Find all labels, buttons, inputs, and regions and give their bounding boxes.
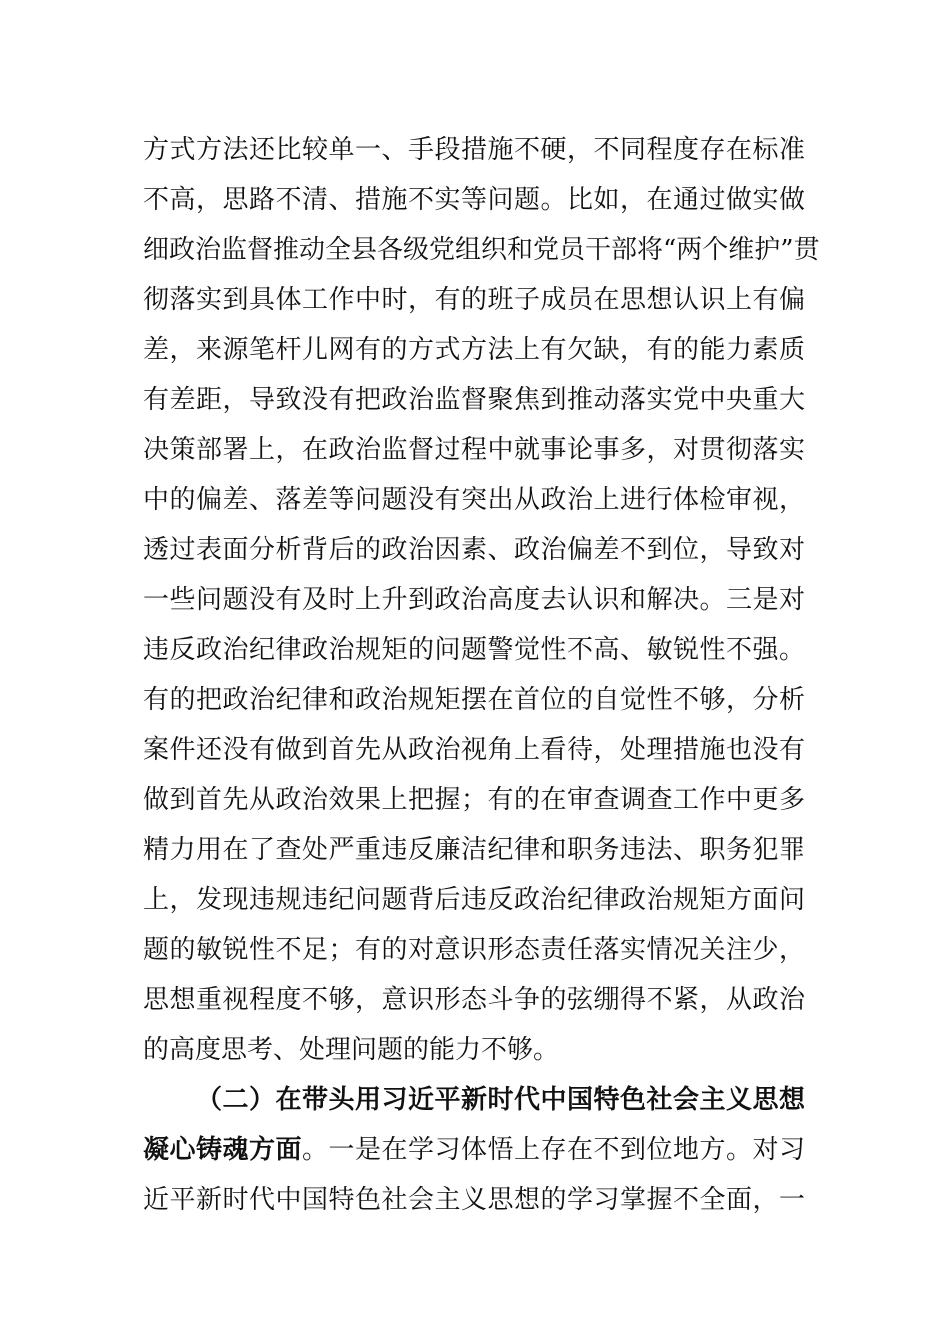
body-text-line: 差，来源笔杆儿网有的方式方法上有欠缺，有的能力素质 (143, 335, 805, 365)
body-text-line: 的高度思考、处理问题的能力不够。 (143, 1035, 560, 1065)
body-text-line: 做到首先从政治效果上把握；有的在审查调查工作中更多 (143, 785, 805, 815)
body-text-line: 中的偏差、落差等问题没有突出从政治上进行体检审视， (143, 485, 805, 515)
body-text-line: 彻落实到具体工作中时，有的班子成员在思想认识上有偏 (143, 285, 805, 315)
body-text-line: 违反政治纪律政治规矩的问题警觉性不高、敏锐性不强。 (143, 635, 805, 665)
body-text-line: 透过表面分析背后的政治因素、政治偏差不到位，导致对 (143, 535, 805, 565)
body-text-line: 近平新时代中国特色社会主义思想的学习掌握不全面，一 (143, 1185, 805, 1215)
body-text-line: 方式方法还比较单一、手段措施不硬，不同程度存在标准 (143, 135, 805, 165)
body-text-span: 。一是在学习体悟上存在不到位地方。对习 (302, 1135, 805, 1165)
body-text-line: 精力用在了查处严重违反廉洁纪律和职务违法、职务犯罪 (143, 835, 805, 865)
body-text-line: 一些问题没有及时上升到政治高度去认识和解决。三是对 (143, 585, 805, 615)
body-text-line: 上，发现违规违纪问题背后违反政治纪律政治规矩方面问 (143, 885, 805, 915)
body-text-line: 细政治监督推动全县各级党组织和党员干部将“两个维护”贯 (143, 235, 820, 265)
body-text-line: 有差距，导致没有把政治监督聚焦到推动落实党中央重大 (143, 385, 805, 415)
body-text-line: 思想重视程度不够，意识形态斗争的弦绷得不紧，从政治 (143, 985, 805, 1015)
section-heading-text: 凝心铸魂方面 (143, 1135, 302, 1165)
body-text-line: 题的敏锐性不足；有的对意识形态责任落实情况关注少， (143, 935, 805, 965)
section-heading-line (143, 1130, 805, 1170)
section-heading-line: （二）在带头用习近平新时代中国特色社会主义思想 (196, 1085, 805, 1115)
body-text-line: 有的把政治纪律和政治规矩摆在首位的自觉性不够，分析 (143, 685, 805, 715)
body-text-line: 决策部署上，在政治监督过程中就事论事多，对贯彻落实 (143, 435, 805, 465)
body-text-line: 不高，思路不清、措施不实等问题。比如，在通过做实做 (143, 185, 805, 215)
body-text-line: 案件还没有做到首先从政治视角上看待，处理措施也没有 (143, 735, 805, 765)
